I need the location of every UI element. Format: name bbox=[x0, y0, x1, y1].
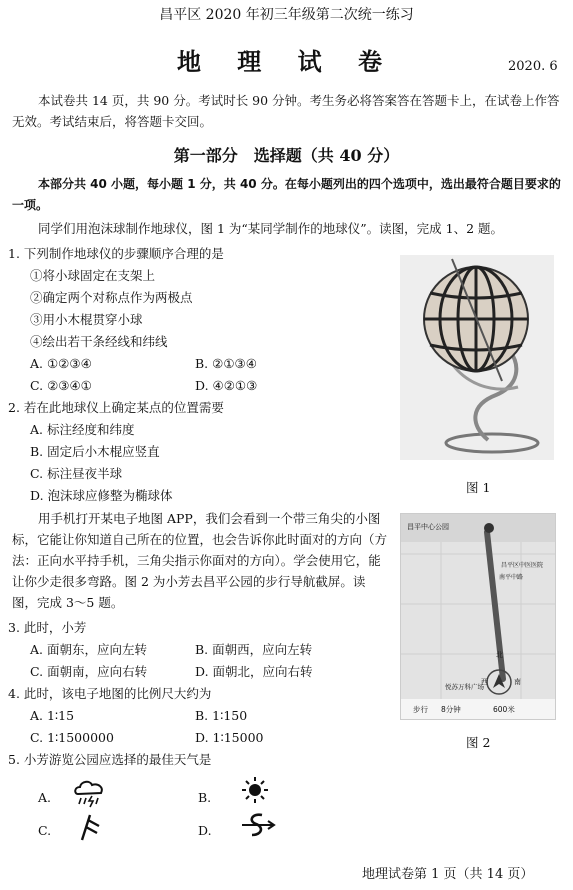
q1-step-3: ③用小木棍贯穿小球 bbox=[30, 312, 143, 327]
q4-option-d[interactable]: D. 1∶15000 bbox=[195, 730, 264, 745]
q2-stem: 2. 若在此地球仪上确定某点的位置需要 bbox=[8, 400, 224, 415]
sunny-icon[interactable] bbox=[240, 775, 270, 805]
q1-step-4: ④绘出若干条经线和纬线 bbox=[30, 334, 168, 349]
exam-date: 2020. 6 bbox=[508, 59, 558, 74]
q5-option-d-label[interactable]: D. bbox=[198, 823, 212, 838]
figure2-caption: 图 2 bbox=[466, 735, 491, 750]
q4-option-c[interactable]: C. 1∶1500000 bbox=[30, 730, 114, 745]
q1-option-d[interactable]: D. ④②①③ bbox=[195, 378, 258, 393]
sandstorm-icon[interactable] bbox=[238, 811, 278, 841]
map-label-hospital: 昌平区中医医院 bbox=[501, 562, 544, 569]
nav-mode: 步行 bbox=[413, 705, 428, 714]
q3-option-a[interactable]: A. 面朝东，应向左转 bbox=[30, 642, 147, 657]
q1-stem: 1. 下列制作地球仪的步骤顺序合理的是 bbox=[8, 246, 224, 261]
map-label-plaza: 悦苏万科广场 bbox=[445, 683, 484, 691]
map-label-south: 南 bbox=[514, 678, 521, 686]
part1-title: 第一部分 选择题（共 40 分） bbox=[173, 146, 400, 165]
map-label-road: 南平中路 bbox=[499, 574, 524, 581]
map-label-park: 昌平中心公园 bbox=[407, 523, 449, 531]
q3-option-d[interactable]: D. 面朝北，应向右转 bbox=[195, 664, 313, 679]
intro-text: 本试卷共 14 页，共 90 分。考试时长 90 分钟。考生务必将答案答在答题卡上，在试卷上作答无效。考试结束后，将答题卡交回。 bbox=[12, 93, 560, 129]
q5-option-c-label[interactable]: C. bbox=[38, 823, 52, 838]
q4-stem: 4. 此时，该电子地图的比例尺大约为 bbox=[8, 686, 212, 701]
map-label-west: 西 bbox=[481, 678, 488, 686]
q4-option-a[interactable]: A. 1∶15 bbox=[30, 708, 75, 723]
figure1-caption: 图 1 bbox=[466, 480, 491, 495]
exam-title: 昌平区 2020 年初三年级第二次统一练习 bbox=[159, 7, 414, 23]
thunderstorm-rain-icon[interactable] bbox=[72, 778, 108, 808]
page-footer: 地理试卷第 1 页（共 14 页） bbox=[362, 867, 534, 882]
map-label-north: 北 bbox=[496, 651, 503, 659]
q5-option-b-label[interactable]: B. bbox=[198, 790, 212, 805]
figure1-globe-image bbox=[400, 255, 554, 460]
context2-text: 用手机打开某电子地图 APP，我们会看到一个带三角尖的小图标，它能让你知道自己所在的位置，也会告诉你此时面对的方向（方法：正向水平持手机，三角尖指示你面对的方向）。学会使用它，能让你少走很多弯路。图 2 为小芳去昌平公园的步行导航截屏。读图，完成 3～5 题。 bbox=[12, 511, 388, 610]
wind-barb-icon[interactable] bbox=[76, 812, 102, 842]
subject-title: 地 理 试 卷 bbox=[176, 47, 397, 76]
q3-option-c[interactable]: C. 面朝南，应向右转 bbox=[30, 664, 148, 679]
q2-option-d[interactable]: D. 泡沫球应修整为椭球体 bbox=[30, 488, 173, 503]
part1-instruction: 本部分共 40 小题，每小题 1 分，共 40 分。在每小题列出的四个选项中，选出最符合题目要求的一项。 bbox=[12, 177, 561, 212]
q5-stem: 5. 小芳游览公园应选择的最佳天气是 bbox=[8, 752, 212, 767]
q5-option-a-label[interactable]: A. bbox=[38, 790, 52, 805]
q2-option-a[interactable]: A. 标注经度和纬度 bbox=[30, 422, 135, 437]
q1-step-1: ①将小球固定在支架上 bbox=[30, 268, 156, 283]
nav-time: 8分钟 bbox=[441, 705, 461, 714]
figure2-navigation-map bbox=[400, 513, 556, 720]
q1-option-b[interactable]: B. ②①③④ bbox=[195, 356, 257, 371]
globe-icon bbox=[400, 255, 554, 460]
q2-option-b[interactable]: B. 固定后小木棍应竖直 bbox=[30, 444, 160, 459]
nav-distance: 600米 bbox=[493, 705, 515, 714]
context1-text: 同学们用泡沫球制作地球仪，图 1 为“某同学制作的地球仪”。读图，完成 1、2 题。 bbox=[38, 221, 504, 236]
q2-option-c[interactable]: C. 标注昼夜半球 bbox=[30, 466, 123, 481]
q1-option-a[interactable]: A. ①②③④ bbox=[30, 356, 92, 371]
q1-option-c[interactable]: C. ②③④① bbox=[30, 378, 92, 393]
q3-stem: 3. 此时，小芳 bbox=[8, 620, 87, 635]
q4-option-b[interactable]: B. 1∶150 bbox=[195, 708, 248, 723]
q1-step-2: ②确定两个对称点作为两极点 bbox=[30, 290, 193, 305]
q3-option-b[interactable]: B. 面朝西，应向左转 bbox=[195, 642, 313, 657]
